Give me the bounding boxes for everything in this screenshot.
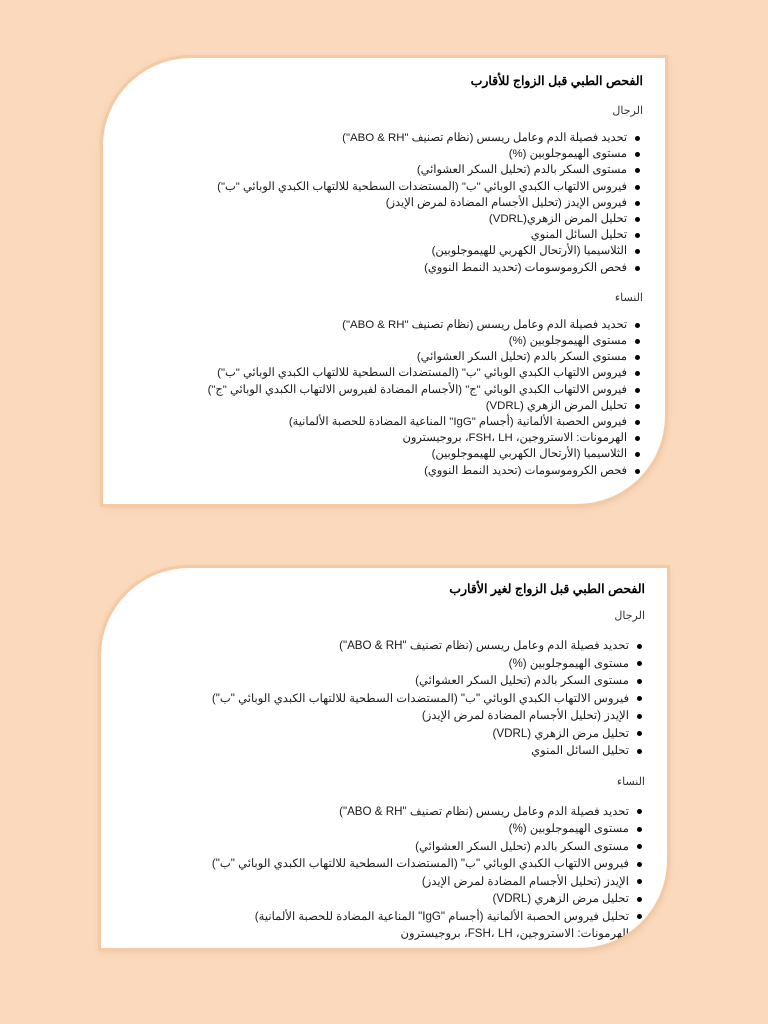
list-item: الثلاسيميا (الأرتحال الكهربي للهيموجلوبين) <box>121 446 627 462</box>
test-list-men <box>119 637 645 760</box>
list-item: الإيدز (تحليل الأجسام المضادة لمرض الإيدز) <box>119 707 629 725</box>
list-item: فيروس الالتهاب الكبدي الوبائي "ب" (المستضدات السطحية للالتهاب الكبدي الوبائي "ب") <box>121 179 627 195</box>
list-item: تحليل فيروس الحصبة الألمانية (أجسام "IgG" المناعية المضادة للحصبة الألمانية) <box>119 908 629 926</box>
list-item: مستوى الهيموجلوبين (%) <box>121 333 627 349</box>
list-item: مستوى الهيموجلوبين (%) <box>119 820 629 838</box>
list-item: تحديد فصيلة الدم وعامل ريسس (نظام تصنيف "ABO & RH") <box>121 317 627 333</box>
card-premarital-nonrelatives <box>101 568 667 948</box>
list-item: تحليل مرض الزهري (VDRL) <box>119 725 629 743</box>
section-heading-women: النساء <box>614 291 643 304</box>
list-item: تحليل مرض الزهري (VDRL) <box>119 890 629 908</box>
list-item: الثلاسيميا (الأرتحال الكهربي للهيموجلوبين) <box>121 243 627 259</box>
section-heading-women: النساء <box>616 775 645 788</box>
section-heading-men: الرجال <box>614 610 645 622</box>
list-item: الهرمونات: الاستروجين، FSH، LH، بروجيسترون <box>121 430 627 446</box>
list-item: مستوى الهيموجلوبين (%) <box>121 146 627 162</box>
card-title: الفحص الطبي قبل الزواج للأقارب <box>470 74 643 88</box>
list-item: فيروس الإيدز (تحليل الأجسام المضادة لمرض الإيدز) <box>121 195 627 211</box>
list-item: مستوى السكر بالدم (تحليل السكر العشوائي) <box>119 838 629 856</box>
test-list-women <box>121 317 643 479</box>
test-list-women <box>119 803 645 943</box>
list-item: الهرمونات: الاستروجين، FSH، LH، بروجيسترون <box>119 925 629 943</box>
list-item: تحليل السائل المنوي <box>121 227 627 243</box>
list-item: فحص الكروموسومات (تحديد النمط النووي) <box>121 260 627 276</box>
list-item: تحديد فصيلة الدم وعامل ريسس (نظام تصنيف "ABO & RH") <box>121 130 627 146</box>
list-item: مستوى السكر بالدم (تحليل السكر العشوائي) <box>121 349 627 365</box>
list-item: تحديد فصيلة الدم وعامل ريسس (نظام تصنيف "ABO & RH") <box>119 803 629 821</box>
list-item: فيروس الالتهاب الكبدي الوبائي "ب" (المستضدات السطحية للالتهاب الكبدي الوبائي "ب") <box>119 855 629 873</box>
list-item: تحليل المرض الزهري(VDRL) <box>121 211 627 227</box>
list-item: فيروس الالتهاب الكبدي الوبائي "ب" (المستضدات السطحية للالتهاب الكبدي الوبائي "ب") <box>121 365 627 381</box>
list-item: تحديد فصيلة الدم وعامل ريسس (نظام تصنيف "ABO & RH") <box>119 637 629 655</box>
list-item: فحص الكروموسومات (تحديد النمط النووي) <box>121 463 627 479</box>
section-heading-men: الرجال <box>612 105 643 117</box>
list-item: فيروس الالتهاب الكبدي الوبائي "ب" (المستضدات السطحية للالتهاب الكبدي الوبائي "ب") <box>119 690 629 708</box>
list-item: فيروس الحصبة الألمانية (أجسام "IgG" المناعية المضادة للحصبة الألمانية) <box>121 414 627 430</box>
list-item: مستوى الهيموجلوبين (%) <box>119 655 629 673</box>
list-item: الإيدز (تحليل الأجسام المضادة لمرض الإيدز) <box>119 873 629 891</box>
list-item: مستوى السكر بالدم (تحليل السكر العشوائي) <box>119 672 629 690</box>
list-item: مستوى السكر بالدم (تحليل السكر العشوائي) <box>121 162 627 178</box>
list-item: تحليل السائل المنوي <box>119 742 629 760</box>
list-item: تحليل المرض الزهري (VDRL) <box>121 398 627 414</box>
test-list-men <box>121 130 643 276</box>
list-item: فيروس الالتهاب الكبدي الوبائي "ج" (الأجسام المضادة لفيروس الالتهاب الكبدي الوبائي "ج") <box>121 382 627 398</box>
card-premarital-relatives <box>103 58 665 504</box>
card-title: الفحص الطبي قبل الزواج لغير الأقارب <box>449 582 645 596</box>
